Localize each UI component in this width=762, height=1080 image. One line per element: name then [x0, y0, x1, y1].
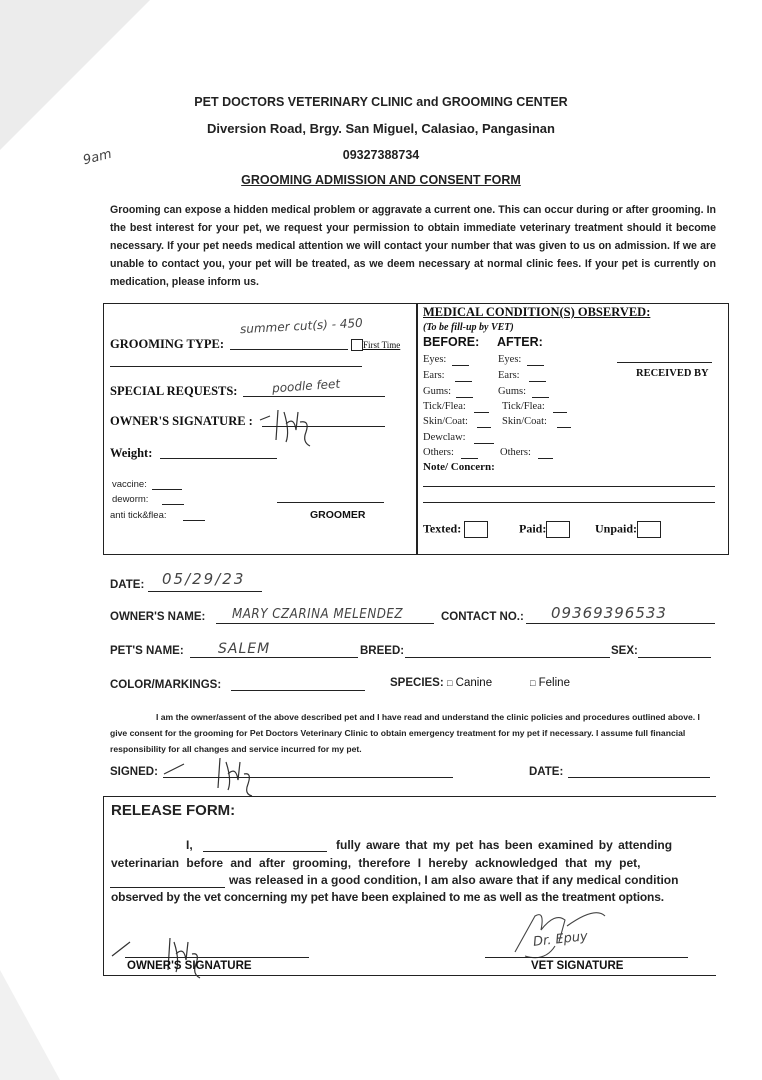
release-i: I, — [186, 838, 193, 852]
before-label: BEFORE: — [423, 335, 480, 349]
before-gums: Gums: — [423, 386, 452, 397]
special-requests-value[interactable]: poodle feet — [271, 376, 341, 396]
owner-name-line — [216, 623, 434, 624]
unpaid-field[interactable] — [595, 521, 661, 538]
release-pet-line[interactable] — [110, 887, 225, 888]
release-title: RELEASE FORM: — [111, 802, 236, 819]
release-line-2: veterinarian before and after grooming, therefore I hereby acknowledged that my pet, — [111, 856, 641, 870]
contact-value[interactable]: 09369396533 — [551, 604, 667, 622]
before-ears: Ears: — [423, 370, 445, 381]
after-eyes: Eyes: — [498, 354, 522, 365]
canine-option[interactable] — [447, 677, 492, 689]
owner-name-label: OWNER'S NAME: — [110, 611, 206, 623]
vaccine-line — [152, 489, 182, 490]
folded-corner-bottom — [0, 970, 60, 1080]
before-eyes: Eyes: — [423, 354, 447, 365]
vet-sig-label: VET SIGNATURE — [531, 960, 624, 972]
contact-line — [526, 623, 715, 624]
release-line-1: fully aware that my pet has been examined by attending — [336, 838, 673, 852]
deworm-line — [162, 504, 184, 505]
owner-name-value[interactable]: MARY CZARINA MELENDEZ — [232, 607, 404, 622]
grooming-type-line-2 — [110, 366, 362, 367]
deworm-label: deworm: — [112, 494, 149, 505]
clinic-phone: 09327388734 — [342, 148, 420, 162]
vet-sig-line — [485, 957, 688, 958]
after-skin: Skin/Coat: — [502, 416, 547, 427]
feline-option[interactable] — [530, 677, 570, 689]
after-gums: Gums: — [498, 386, 527, 397]
date-label: DATE: — [110, 579, 145, 591]
before-skin: Skin/Coat: — [423, 416, 468, 427]
note-line-1[interactable] — [423, 486, 715, 487]
signed-date-label: DATE: — [529, 766, 564, 778]
sex-label: SEX: — [611, 645, 638, 657]
before-others-line — [461, 458, 478, 459]
pet-name-value[interactable]: SALEM — [218, 641, 271, 657]
grooming-type-line — [230, 349, 348, 350]
unpaid-checkbox[interactable] — [637, 521, 661, 538]
after-ears: Ears: — [498, 370, 520, 381]
box-divider — [416, 303, 418, 555]
after-others-line — [538, 458, 553, 459]
texted-field[interactable] — [423, 521, 488, 538]
canine-label: Canine — [455, 677, 493, 689]
groomer-line — [277, 502, 384, 503]
grooming-type-value[interactable]: summer cut(s) - 450 — [239, 315, 364, 337]
unpaid-label: Unpaid: — [595, 521, 638, 536]
special-requests-label: SPECIAL REQUESTS: — [110, 384, 238, 398]
before-dewclaw: Dewclaw: — [423, 432, 466, 443]
paid-field[interactable] — [519, 521, 570, 538]
weight-line — [160, 458, 277, 459]
contact-label: CONTACT NO.: — [441, 611, 524, 623]
clinic-name: PET DOCTORS VETERINARY CLINIC and GROOMING CENTER — [194, 95, 568, 109]
note-label: Note/ Concern: — [423, 461, 495, 473]
before-others: Others: — [423, 447, 454, 458]
intro-paragraph: Grooming can expose a hidden medical problem or aggravate a current one. This can occur during or after grooming. In the best interest for your pet, we request your permission to obtain immediate veterinary treatment should it become necessary. If your pet needs medical attention we will contact your number that was given to us on admission. If we are unable to contact you, your pet will be treated, as we deem necessary at normal clinic fees. If your pet is currently on medication, please inform us. — [110, 204, 716, 288]
pet-name-label: PET'S NAME: — [110, 645, 184, 657]
signed-line — [163, 777, 453, 778]
release-line-3: was released in a good condition, I am also aware that if any medical condition — [229, 873, 679, 887]
after-eyes-line — [527, 365, 544, 366]
medical-subtitle: (To be fill-up by VET) — [423, 322, 514, 333]
after-label: AFTER: — [497, 335, 543, 349]
signed-label: SIGNED: — [110, 766, 158, 778]
owner-release-sig-label: OWNER'S SIGNATURE — [127, 960, 252, 972]
feline-label: Feline — [538, 677, 570, 689]
release-line-4: observed by the vet concerning my pet have been explained to me as well as the treatment options. — [111, 890, 664, 904]
breed-line[interactable] — [405, 657, 610, 658]
after-skin-line — [557, 427, 571, 428]
before-skin-line — [477, 427, 491, 428]
anti-tick-line — [183, 520, 205, 521]
received-by-line — [617, 362, 712, 363]
note-line-2[interactable] — [423, 502, 715, 503]
owner-release-sig-line — [125, 957, 309, 958]
anti-tick-label: anti tick&flea: — [110, 510, 167, 521]
after-tick-line — [553, 412, 567, 413]
feline-checkbox[interactable]: □ — [530, 678, 536, 688]
groomer-label: GROOMER — [310, 509, 366, 521]
texted-label: Texted: — [423, 521, 462, 536]
after-gums-line — [532, 397, 549, 398]
after-tick: Tick/Flea: — [502, 401, 545, 412]
date-line — [148, 591, 262, 592]
clinic-address: Diversion Road, Brgy. San Miguel, Calasiao, Pangasinan — [207, 121, 555, 136]
signed-signature-mark — [160, 752, 280, 798]
release-name-line[interactable] — [203, 851, 327, 852]
paid-checkbox[interactable] — [546, 521, 570, 538]
owner-signature-label: OWNER'S SIGNATURE : — [110, 414, 253, 428]
special-requests-line — [243, 396, 385, 397]
breed-label: BREED: — [360, 645, 405, 657]
first-time-label: First Time — [363, 340, 401, 350]
owner-signature-mark — [256, 402, 336, 448]
canine-checkbox[interactable]: □ — [447, 678, 453, 688]
medical-title: MEDICAL CONDITION(S) OBSERVED: — [423, 305, 651, 319]
before-gums-line — [456, 397, 473, 398]
owner-release-signature-mark — [110, 930, 220, 980]
before-ears-line — [455, 381, 472, 382]
weight-label: Weight: — [110, 446, 153, 460]
species-label: SPECIES: — [390, 677, 444, 689]
signed-date-line[interactable] — [568, 777, 710, 778]
before-tick-line — [474, 412, 489, 413]
received-by-label: RECEIVED BY — [636, 368, 709, 379]
after-ears-line — [529, 381, 546, 382]
paid-label: Paid: — [519, 521, 547, 536]
margin-note: 9am — [81, 146, 114, 169]
consent-paragraph: I am the owner/assent of the above described pet and I have read and understand the clinic policies and procedures outlined above. I give consent for the grooming for Pet Doctors Veterinary Clinic to obtain emergency treatment for my pet if necessary. I assume full financial responsibility for all changes and service incurred for my pet. — [110, 712, 700, 754]
pet-name-line — [190, 657, 358, 658]
color-label: COLOR/MARKINGS: — [110, 679, 222, 691]
texted-checkbox[interactable] — [464, 521, 488, 538]
grooming-type-label: GROOMING TYPE: — [110, 337, 225, 351]
vaccine-label: vaccine: — [112, 479, 147, 490]
vet-signature-text: Dr. Epuy — [532, 929, 589, 950]
color-line[interactable] — [231, 690, 365, 691]
sex-line[interactable] — [638, 657, 711, 658]
date-value[interactable]: 05/29/23 — [162, 570, 246, 588]
form-title: GROOMING ADMISSION AND CONSENT FORM — [241, 173, 521, 187]
before-dewclaw-line — [474, 443, 494, 444]
before-tick: Tick/Flea: — [423, 401, 466, 412]
first-time-checkbox[interactable] — [351, 339, 363, 351]
owner-signature-line — [262, 426, 385, 427]
before-eyes-line — [452, 365, 469, 366]
after-others: Others: — [500, 447, 531, 458]
